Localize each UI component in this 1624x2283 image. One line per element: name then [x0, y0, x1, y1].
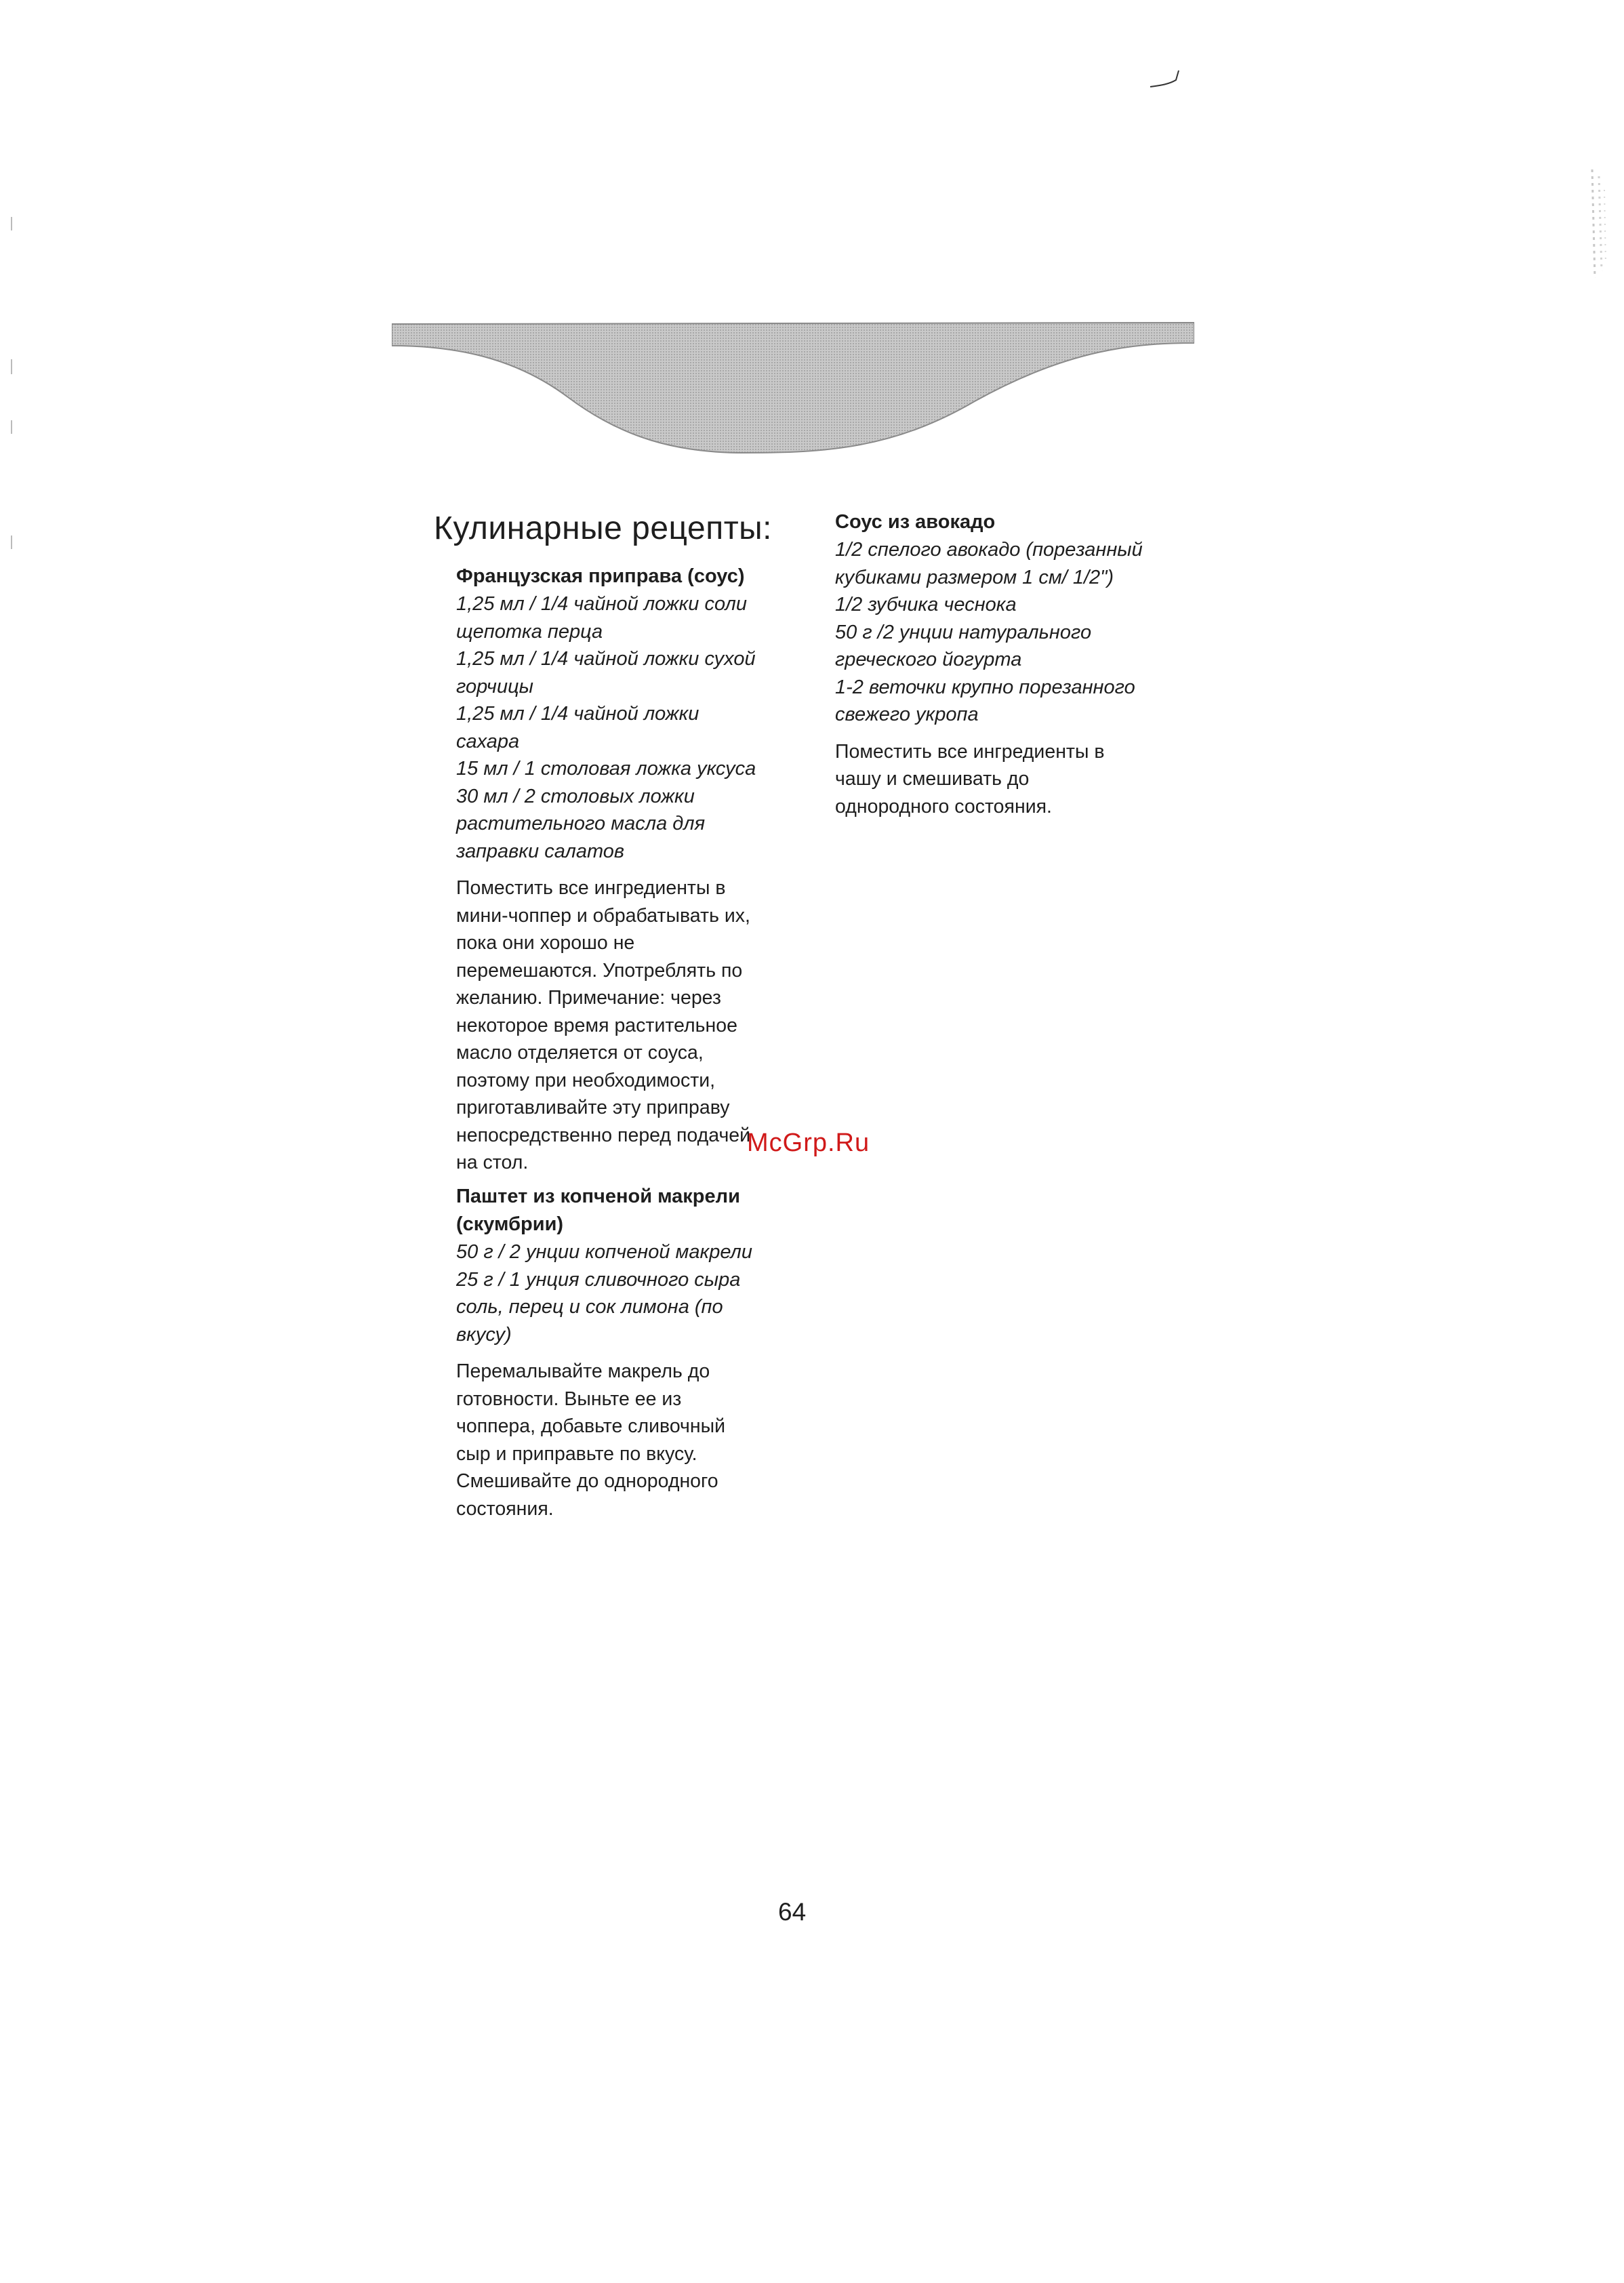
method-line: Смешивайте до однородного [456, 1470, 718, 1492]
method-line: чашу и смешивать до [835, 768, 1030, 790]
method-line: перемешаются. Употреблять по [456, 959, 743, 982]
ingredient-list [456, 590, 809, 865]
method-line: состояния. [456, 1497, 554, 1520]
ingredient-line: 1-2 веточки крупно порезанного [835, 676, 1135, 698]
ingredient-line: 50 г / 2 унции копченой макрели [456, 1241, 752, 1263]
ingredient-line: кубиками размером 1 см/ 1/2") [835, 566, 1114, 588]
ingredient-list [456, 1238, 809, 1348]
recipe-title: Французская приправа (соус) [456, 565, 745, 587]
method-line: Поместить все ингредиенты в [835, 740, 1105, 763]
ingredient-line: растительного масла для [456, 813, 706, 834]
method-line: Перемалывайте макрель до [456, 1360, 710, 1382]
ingredient-line: 1/2 спелого авокадо (порезанный [835, 539, 1143, 561]
recipe-french-dressing [456, 563, 809, 1177]
scan-edge-marks [1589, 163, 1610, 285]
ingredient-line: греческого йогурта [835, 649, 1022, 670]
ingredient-line: щепотка перца [456, 620, 603, 643]
method-line: приготавливайте эту приправу [456, 1097, 730, 1118]
right-column [835, 508, 1187, 820]
page-title: Кулинарные рецепты: [434, 510, 773, 546]
method-line: однородного состояния. [835, 795, 1052, 817]
ingredient-line: соль, перец и сок лимона (по [456, 1296, 723, 1318]
ingredient-line: сахара [456, 730, 520, 752]
ingredient-line: 50 г /2 унции натурального [835, 621, 1092, 643]
ingredient-line: вкусу) [456, 1323, 512, 1346]
ingredient-line: 1,25 мл / 1/4 чайной ложки сухой [456, 648, 756, 670]
recipe-title-line: (скумбрии) [456, 1213, 564, 1235]
method-line: на стол. [456, 1152, 529, 1173]
header-banner-graphic [392, 319, 1194, 454]
method-line: некоторое время растительное [456, 1014, 737, 1036]
method-line: пока они хорошо не [456, 932, 635, 954]
scan-margin-marks [8, 217, 15, 556]
recipe-avocado-sauce [835, 508, 1187, 820]
scan-mark [1149, 66, 1183, 94]
ingredient-line: горчицы [456, 675, 533, 698]
method-line: готовности. Выньте ее из [456, 1388, 682, 1410]
ingredient-line: 1,25 мл / 1/4 чайной ложки соли [456, 593, 747, 615]
ingredient-line: 1,25 мл / 1/4 чайной ложки [456, 703, 699, 725]
method-line: Поместить все ингредиенты в [456, 877, 726, 899]
page-number: 64 [778, 1898, 807, 1926]
ingredient-line: 1/2 зубчика чеснока [835, 594, 1017, 615]
method-line: непосредственно перед подачей [456, 1124, 751, 1146]
ingredient-line: свежего укропа [835, 704, 979, 725]
method-line: сыр и приправьте по вкусу. [456, 1442, 697, 1465]
recipe-method [456, 1358, 809, 1522]
recipe-title: Соус из авокадо [835, 511, 996, 533]
method-line: поэтому при необходимости, [456, 1069, 716, 1091]
recipe-title-line: Паштет из копченой макрели [456, 1186, 740, 1207]
ingredient-line: 30 мл / 2 столовых ложки [456, 785, 695, 807]
ingredient-line: 15 мл / 1 столовая ложка уксуса [456, 758, 756, 780]
recipe-mackerel-pate [456, 1183, 809, 1522]
recipe-method [835, 738, 1187, 821]
ingredient-line: заправки салатов [456, 840, 625, 862]
method-line: мини-чоппер и обрабатывать их, [456, 904, 750, 927]
watermark: McGrp.Ru [747, 1129, 870, 1157]
ingredient-list [835, 536, 1187, 729]
method-line: желанию. Примечание: через [456, 987, 721, 1009]
method-line: чоппера, добавьте сливочный [456, 1415, 726, 1437]
ingredient-line: 25 г / 1 унция сливочного сыра [456, 1268, 741, 1291]
method-line: масло отделяется от соуса, [456, 1042, 704, 1064]
